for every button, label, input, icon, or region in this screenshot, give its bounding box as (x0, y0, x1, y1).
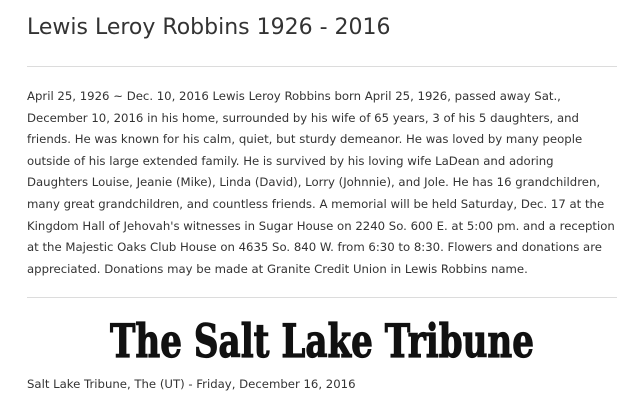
obituary-page (27, 0, 618, 408)
obituary-title: Lewis Leroy Robbins 1926 - 2016 (27, 15, 391, 40)
publication-source-line: Salt Lake Tribune, The (UT) - Friday, December 16, 2016 (27, 377, 356, 391)
top-divider (27, 66, 617, 67)
obituary-body: April 25, 1926 ~ Dec. 10, 2016 Lewis Leroy Robbins born April 25, 1926, passed away Sat., December 10, 2016 in his home, surrounded by his wife of 65 years, 3 of his 5 daughters, and friends. He was known for his calm, quiet, but sturdy demeanor. He was loved by many people outside of his large extended family. He is survived by his loving wife LaDean and adoring Daughters Louise, Jeanie (Mike), Linda (David), Lorry (Johnnie), and Jole. He has 16 grandchildren, many great grandchildren, and countless friends. A memorial will be held Saturday, Dec. 17 at the Kingdom Hall of Jehovah's witnesses in Sugar House on 2240 So. 600 E. at 5:00 pm. and a reception at the Majestic Oaks Club House on 4635 So. 840 W. from 6:30 to 8:30. Flowers and donations are appreciated. Donations may be made at Granite Credit Union in Lewis Robbins name. (27, 89, 615, 276)
newspaper-masthead-logo (107, 312, 537, 368)
bottom-divider (27, 297, 617, 298)
masthead-logo-text: The Salt Lake Tribune (110, 314, 534, 368)
